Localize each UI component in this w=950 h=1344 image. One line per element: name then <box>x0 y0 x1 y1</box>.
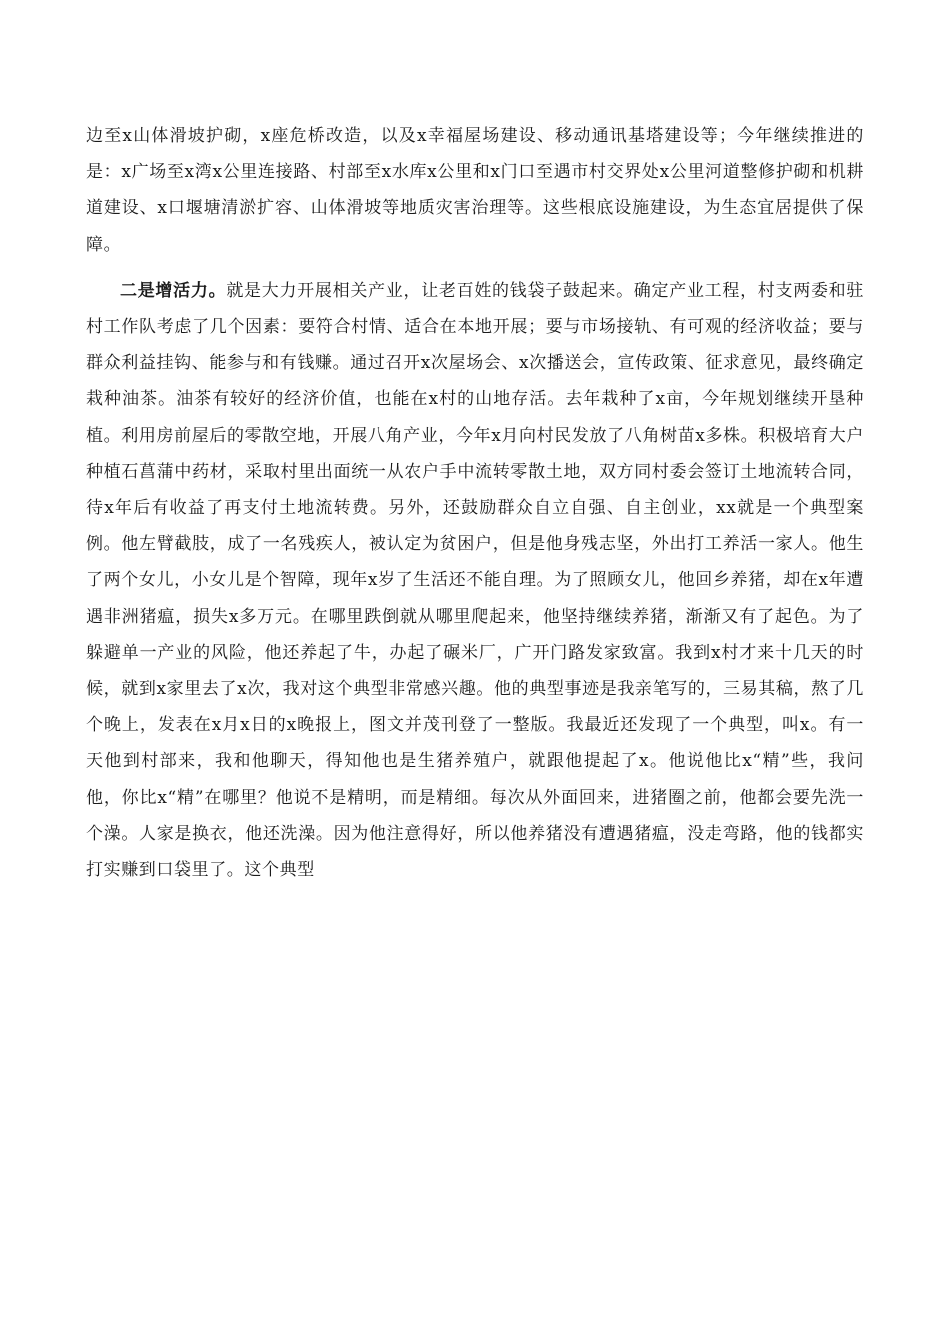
paragraph-infrastructure <box>86 118 864 263</box>
paragraph-heading: 二是增活力。 <box>120 280 227 301</box>
paragraph-text: 边至x山体滑坡护砌，x座危桥改造，以及x幸福屋场建设、移动通讯基塔建设等；今年继续推进的是：x广场至x湾x公里连接路、村部至x水库x公里和x门口至遇市村交界处x公里河道整修护砌和机耕道建设、x口堰塘清淤扩容、山体滑坡等地质灾害治理等。这些根底设施建设，为生态宜居提供了保障。 <box>86 126 864 255</box>
paragraph-text: 就是大力开展相关产业，让老百姓的钱袋子鼓起来。确定产业工程，村支两委和驻村工作队考虑了几个因素：要符合村情、适合在本地开展；要与市场接轨、有可观的经济收益；要与群众利益挂钩、能参与和有钱赚。通过召开x次屋场会、x次播送会，宣传政策、征求意见，最终确定栽种油茶。油茶有较好的经济价值，也能在x村的山地存活。去年栽种了x亩，今年规划继续开垦种植。利用房前屋后的零散空地，开展八角产业，今年x月向村民发放了八角树苗x多株。积极培育大户种植石菖蒲中药材，采取村里出面统一从农户手中流转零散土地，双方同村委会签订土地流转合同，待x年后有收益了再支付土地流转费。另外，还鼓励群众自立自强、自主创业，xx就是一个典型案例。他左臂截肢，成了一名残疾人，被认定为贫困户，但是他身残志坚，外出打工养活一家人。他生了两个女儿，小女儿是个智障，现年x岁了生活还不能自理。为了照顾女儿，他回乡养猪，却在x年遭遇非洲猪瘟，损失x多万元。在哪里跌倒就从哪里爬起来，他坚持继续养猪，渐渐又有了起色。为了躲避单一产业的风险，他还养起了牛，办起了碾米厂，广开门路发家致富。我到x村才来十几天的时候，就到x家里去了x次，我对这个典型非常感兴趣。他的典型事迹是我亲笔写的，三易其稿，熬了几个晚上，发表在x月x日的x晚报上，图文并茂刊登了一整版。我最近还发现了一个典型，叫x。有一天他到村部来，我和他聊天，得知他也是生猪养殖户，就跟他提起了x。他说他比x“精”些，我问他，你比x“精”在哪里？他说不是精明，而是精细。每次从外面回来，进猪圈之前，他都会要先洗一个澡。人家是换衣，他还洗澡。因为他注意得好，所以他养猪没有遭遇猪瘟，没走弯路，他的钱都实打实赚到口袋里了。这个典型 <box>86 280 864 881</box>
paragraph-vitality <box>86 273 864 888</box>
document-page <box>86 118 864 888</box>
